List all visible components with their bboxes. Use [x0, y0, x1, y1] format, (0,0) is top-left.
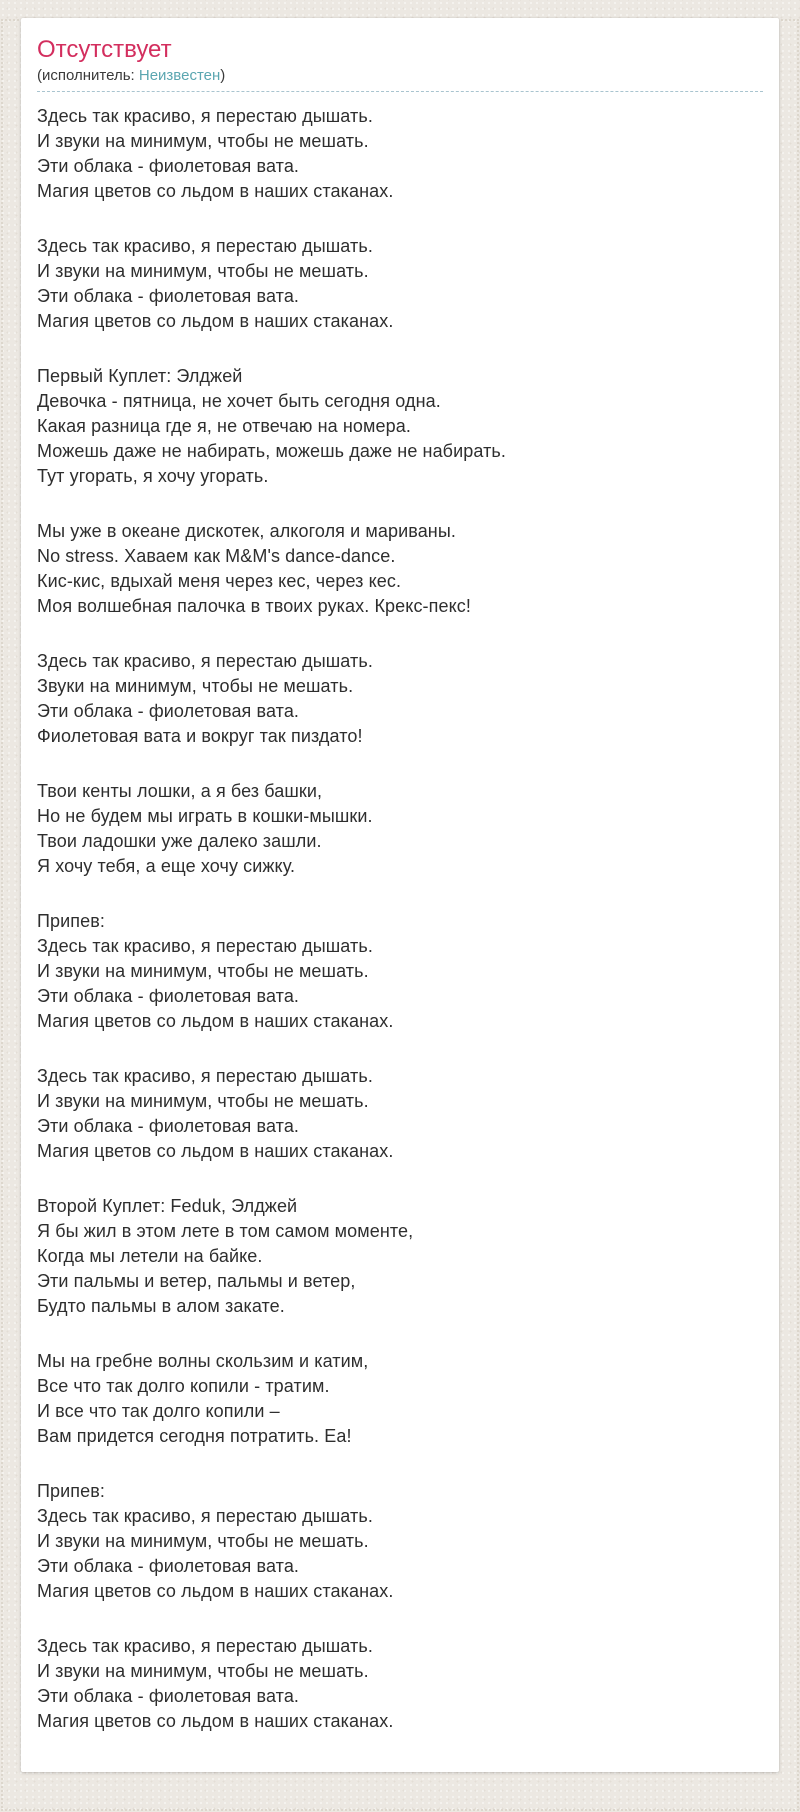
- song-title: Отсутствует: [37, 36, 172, 63]
- lyric-line: Мы уже в океане дискотек, алкоголя и мариваны.: [37, 521, 456, 541]
- lyric-line: Тут угорать, я хочу угорать.: [37, 466, 269, 486]
- lyric-line: Эти облака - фиолетовая вата.: [37, 986, 300, 1006]
- stanza: [37, 234, 763, 334]
- lyric-line: Эти облака - фиолетовая вата.: [37, 156, 300, 176]
- lyric-line: И звуки на минимум, чтобы не мешать.: [37, 261, 369, 281]
- lyric-line: Магия цветов со льдом в наших стаканах.: [37, 181, 394, 201]
- lyric-line: Эти облака - фиолетовая вата.: [37, 1116, 300, 1136]
- lyric-line: Магия цветов со льдом в наших стаканах.: [37, 1581, 394, 1601]
- artist-line: [37, 66, 763, 85]
- lyric-line: Кис-кис, вдыхай меня через кес, через кес.: [37, 571, 402, 591]
- lyric-line: И звуки на минимум, чтобы не мешать.: [37, 1661, 369, 1681]
- lyric-line: Здесь так красиво, я перестаю дышать.: [37, 236, 373, 256]
- lyric-line: Я хочу тебя, а еще хочу сижку.: [37, 856, 296, 876]
- lyric-line: Твои ладошки уже далеко зашли.: [37, 831, 322, 851]
- lyric-line: Припев:: [37, 1481, 106, 1501]
- artist-label-prefix: (исполнитель:: [37, 67, 139, 84]
- lyric-line: Здесь так красиво, я перестаю дышать.: [37, 1506, 373, 1526]
- lyric-line: Моя волшебная палочка в твоих руках. Крекс-пекс!: [37, 596, 471, 616]
- lyric-line: Магия цветов со льдом в наших стаканах.: [37, 311, 394, 331]
- lyric-line: Будто пальмы в алом закате.: [37, 1296, 285, 1316]
- lyric-line: Магия цветов со льдом в наших стаканах.: [37, 1711, 394, 1731]
- stanza: [37, 909, 763, 1034]
- lyric-line: Мы на гребне волны скользим и катим,: [37, 1351, 369, 1371]
- lyric-line: Эти облака - фиолетовая вата.: [37, 1686, 300, 1706]
- lyric-line: Здесь так красиво, я перестаю дышать.: [37, 651, 373, 671]
- dashed-separator: [37, 91, 763, 92]
- lyric-line: Магия цветов со льдом в наших стаканах.: [37, 1141, 394, 1161]
- lyric-line: Все что так долго копили - тратим.: [37, 1376, 330, 1396]
- stanza: [37, 104, 763, 204]
- lyric-line: Здесь так красиво, я перестаю дышать.: [37, 1066, 373, 1086]
- lyric-line: Эти облака - фиолетовая вата.: [37, 286, 300, 306]
- page-background: [0, 18, 800, 1812]
- lyric-line: Когда мы летели на байке.: [37, 1246, 263, 1266]
- stanza: [37, 1479, 763, 1604]
- lyric-line: И звуки на минимум, чтобы не мешать.: [37, 1531, 369, 1551]
- lyric-line: Твои кенты лошки, а я без башки,: [37, 781, 323, 801]
- lyrics: [37, 104, 763, 1734]
- lyric-line: Магия цветов со льдом в наших стаканах.: [37, 1011, 394, 1031]
- lyric-line: Эти облака - фиолетовая вата.: [37, 701, 300, 721]
- lyric-line: Звуки на минимум, чтобы не мешать.: [37, 676, 354, 696]
- stanza: [37, 1634, 763, 1734]
- lyric-line: Девочка - пятница, не хочет быть сегодня одна.: [37, 391, 441, 411]
- stanza: [37, 519, 763, 619]
- lyric-line: И звуки на минимум, чтобы не мешать.: [37, 131, 369, 151]
- artist-label-suffix: ): [220, 67, 226, 84]
- lyric-line: И звуки на минимум, чтобы не мешать.: [37, 961, 369, 981]
- artist-link[interactable]: Неизвестен: [138, 67, 221, 84]
- lyric-line: Первый Куплет: Элджей: [37, 366, 243, 386]
- lyric-line: Припев:: [37, 911, 106, 931]
- lyric-line: И звуки на минимум, чтобы не мешать.: [37, 1091, 369, 1111]
- stanza: [37, 779, 763, 879]
- lyric-line: Здесь так красиво, я перестаю дышать.: [37, 936, 373, 956]
- lyric-line: Я бы жил в этом лете в том самом моменте,: [37, 1221, 414, 1241]
- lyric-line: Фиолетовая вата и вокруг так пиздато!: [37, 726, 363, 746]
- lyric-line: Эти облака - фиолетовая вата.: [37, 1556, 300, 1576]
- stanza: [37, 1064, 763, 1164]
- stanza: [37, 649, 763, 749]
- stanza: [37, 1194, 763, 1319]
- lyric-line: Второй Куплет: Feduk, Элджей: [37, 1196, 298, 1216]
- lyric-line: Здесь так красиво, я перестаю дышать.: [37, 1636, 373, 1656]
- lyric-line: Эти пальмы и ветер, пальмы и ветер,: [37, 1271, 356, 1291]
- lyric-line: No stress. Хаваем как M&M's dance-dance.: [37, 546, 396, 566]
- lyric-line: Можешь даже не набирать, можешь даже не набирать.: [37, 441, 506, 461]
- lyric-line: Здесь так красиво, я перестаю дышать.: [37, 106, 373, 126]
- lyrics-card: [21, 18, 779, 1772]
- lyric-line: Но не будем мы играть в кошки-мышки.: [37, 806, 373, 826]
- lyric-line: И все что так долго копили –: [37, 1401, 280, 1421]
- lyric-line: Какая разница где я, не отвечаю на номера.: [37, 416, 411, 436]
- stanza: [37, 364, 763, 489]
- stanza: [37, 1349, 763, 1449]
- lyric-line: Вам придется сегодня потратить. Еа!: [37, 1426, 352, 1446]
